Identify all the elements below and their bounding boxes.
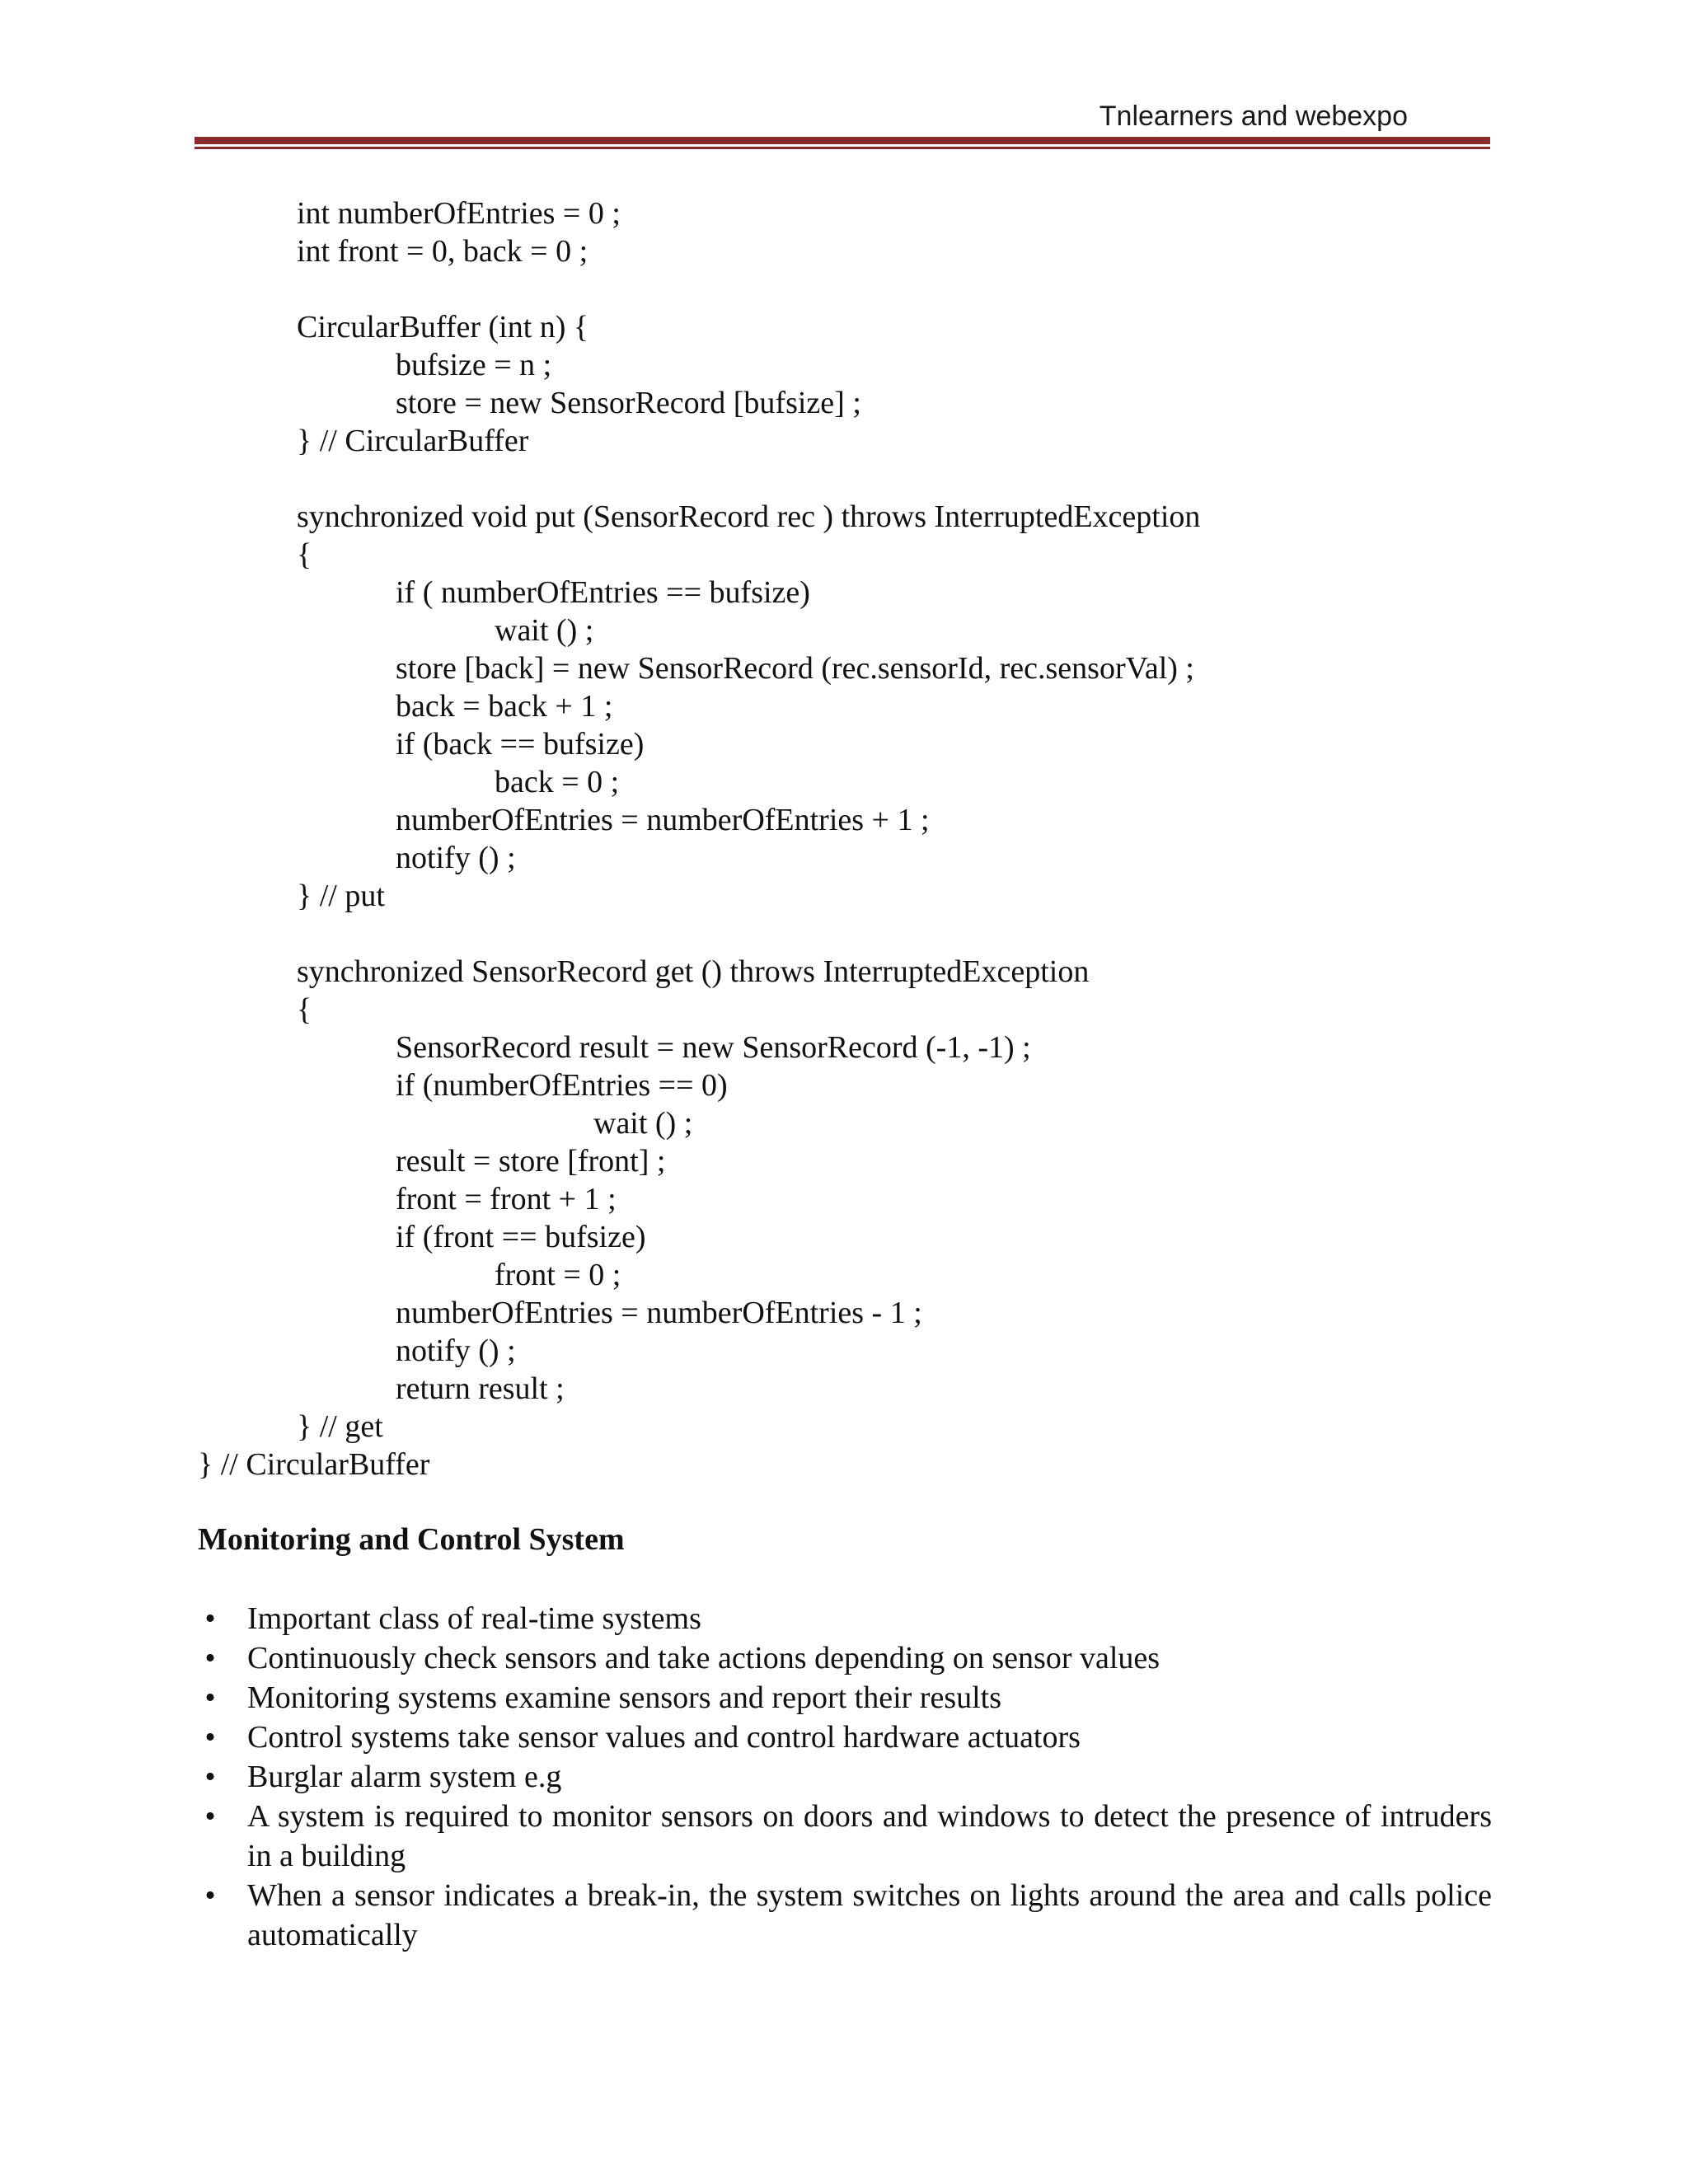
code-line: store [back] = new SensorRecord (rec.sensorId, rec.sensorVal) ; (396, 651, 1194, 686)
code-line: back = 0 ; (495, 765, 620, 799)
bullet-dot-icon: • (204, 1799, 216, 1834)
code-line: bufsize = n ; (396, 348, 552, 382)
code-line: if ( numberOfEntries == bufsize) (396, 575, 810, 610)
code-line: CircularBuffer (int n) { (297, 310, 589, 344)
code-line: front = 0 ; (495, 1258, 621, 1292)
bullet-text: Monitoring systems examine sensors and report their results (247, 1680, 1002, 1715)
code-blank-line (198, 270, 1484, 308)
bullet-dot-icon: • (204, 1680, 216, 1715)
section-title: Monitoring and Control System (198, 1522, 625, 1557)
code-line: SensorRecord result = new SensorRecord (-1, -1) ; (396, 1030, 1031, 1065)
bullet-text: Important class of real-time systems (247, 1601, 701, 1636)
code-line: numberOfEntries = numberOfEntries - 1 ; (396, 1296, 922, 1330)
code-line: wait () ; (495, 613, 594, 648)
code-line: } // get (297, 1409, 383, 1444)
code-blank-line (198, 460, 1484, 498)
bullet-text: Control systems take sensor values and control hardware actuators (247, 1720, 1081, 1755)
bullet-text: Burglar alarm system e.g (247, 1760, 562, 1794)
header-title: Tnlearners and webexpo (1099, 101, 1408, 132)
code-line: if (back == bufsize) (396, 727, 645, 762)
header-rule-thick (195, 137, 1490, 144)
code-line: notify () ; (396, 841, 516, 875)
page-header (195, 97, 1490, 147)
code-line: if (front == bufsize) (396, 1220, 646, 1254)
code-line: int numberOfEntries = 0 ; (297, 196, 621, 231)
code-line: notify () ; (396, 1333, 516, 1368)
code-blank-line (198, 915, 1484, 953)
bullet-text: When a sensor indicates a break-in, the system switches on lights around the area and calls police automatically (247, 1878, 1492, 1952)
code-line: back = back + 1 ; (396, 689, 613, 724)
code-line: wait () ; (593, 1106, 693, 1141)
bullet-item (198, 1599, 1492, 1638)
bullet-item (198, 1678, 1492, 1718)
bullet-dot-icon: • (204, 1878, 216, 1913)
code-line: store = new SensorRecord [bufsize] ; (396, 386, 861, 420)
bullet-dot-icon: • (204, 1641, 216, 1675)
code-line: synchronized SensorRecord get () throws InterruptedException (297, 954, 1090, 989)
bullet-item (198, 1718, 1492, 1757)
code-line: { (297, 537, 312, 572)
code-line: int front = 0, back = 0 ; (297, 234, 588, 269)
code-line: } // CircularBuffer (198, 1447, 430, 1482)
code-line: numberOfEntries = numberOfEntries + 1 ; (396, 803, 930, 837)
code-block (198, 194, 1484, 1483)
bullet-text: Continuously check sensors and take actions depending on sensor values (247, 1641, 1160, 1675)
header-rule-thin (195, 147, 1490, 149)
code-line: if (numberOfEntries == 0) (396, 1068, 728, 1103)
code-line: { (297, 992, 312, 1027)
code-line: } // put (297, 879, 385, 913)
bullet-item (198, 1797, 1492, 1876)
code-line: front = front + 1 ; (396, 1182, 617, 1216)
bullet-dot-icon: • (204, 1601, 216, 1636)
code-line: } // CircularBuffer (297, 424, 529, 458)
code-line: synchronized void put (SensorRecord rec ) throws InterruptedException (297, 499, 1201, 534)
bullet-dot-icon: • (204, 1720, 216, 1755)
bullet-dot-icon: • (204, 1760, 216, 1794)
code-line: result = store [front] ; (396, 1144, 666, 1179)
code-line: return result ; (396, 1371, 565, 1406)
bullet-list (198, 1599, 1492, 1955)
bullet-text: A system is required to monitor sensors on doors and windows to detect the presence of intruders in a building (247, 1799, 1492, 1873)
bullet-item (198, 1757, 1492, 1797)
bullet-item (198, 1638, 1492, 1678)
bullet-item (198, 1876, 1492, 1955)
